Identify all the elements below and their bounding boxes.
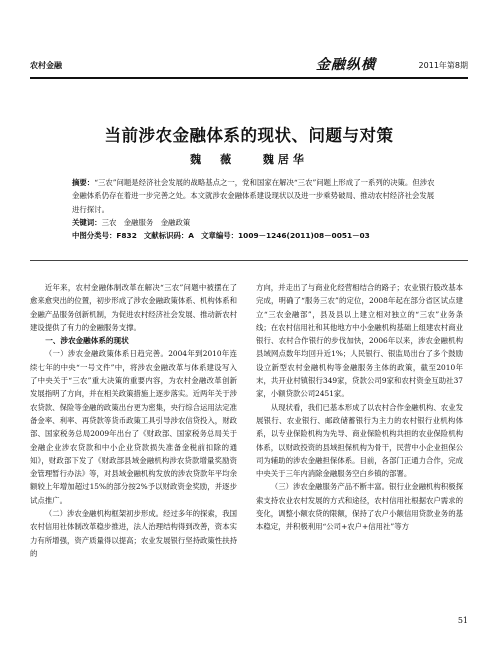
abstract-text: “三农”问题是经济社会发展的战略基点之一，党和国家在解决“三农”问题上形成了一系列的决策。但涉农金融体系仍存在着进一步完善之处。本文就涉农金融体系建设现状以及进一步乘势破局、推动农村经济社会发展进行探讨。 [72,178,435,214]
header-rule [30,77,468,79]
author-1: 魏 薇 [190,153,236,166]
journal-section-name: 农村金融 [30,61,62,70]
body-paragraph: 近年来，农村金融体制改革在解决“三农”问题中被摆在了愈来愈突出的位置，初步形成了涉农金融政策体系、机构体系和金融产品服务创新机制，为促进农村经济社会发展、推动新农村建设提供了有力的金融服务支撑。 [30,283,237,332]
article-no-value: 1009－1246(2011)08－0051－03 [238,231,370,241]
article-no-label: 文章编号： [201,231,239,241]
clc-label: 中图分类号： [72,231,117,241]
article-title: 当前涉农金融体系的现状、问题与对策 [104,126,394,145]
body-paragraph: （三）涉农金融服务产品不断丰富。银行业金融机构积极探索支持农业农村发展的方式和途径，农村信用社根据农户需求的变化，调整小额农贷的限额，保持了农户小额信用贷款业务的基本稳定，并积极利用“公司+农户+信用社”等方 [256,482,463,532]
doc-code-value: A [188,231,194,241]
doc-code-label: 文献标识码： [143,231,189,241]
abstract-paragraph [72,176,436,216]
page-number: 51 [457,616,468,625]
abstract-separator [30,260,468,261]
keywords-text: 三农 金融服务 金融政策 [101,217,191,227]
clc-value: F832 [116,231,137,241]
body-column-left [30,281,237,560]
journal-header [30,54,468,76]
issue-number: 2011年第8期 [418,61,468,70]
keywords-line [72,216,436,229]
keywords-label: 关键词： [72,217,102,227]
classification-line [72,229,436,242]
section-heading: 一、涉农金融体系的现状 [45,336,129,346]
body-paragraph: （一）涉农金融政策体系日趋完善。2004年到2010年连续七年的中央“一号文件”中，将涉农金融改革与体系建设写入了中央关于“三农”重大决策的重要内容，为农村金融改革创新发展指明了方向，并在相关政策措施上逐步落实。近两年关于涉农贷款、保险等金融的政策出台更为密集，央行综合运用法定准备金率、利率、再贷款等货币政策工具引导涉农信贷投入，财政部、国家税务总局2009年出台了《财政部、国家税务总局关于金融企业涉农贷款和中小企业贷款损失准备金税前扣除的通知》，财政部下发了《财政部县域金融机构涉农贷款增量奖励资金管理暂行办法》等，对县域金融机构发放的涉农贷款年平均余额较上年增加超过15%的部分按2%予以财政资金奖励，并逐步试点推广。 [30,349,237,505]
body-paragraph: 从现状看，我们已基本形成了以农村合作金融机构、农业发展银行、农业银行、邮政储蓄银行为主力的农村银行业机构体系，以专业保险机构为先导、商业保险机构共担的农业保险机构体系，以财政投资的县域担保机构为骨干，民营中小企业担保公司为辅助的涉农金融担保体系。目前，各部门正通力合作，完成中央关于三年内消除金融服务空白乡镇的部署。 [256,402,463,479]
author-2: 魏居华 [262,153,308,166]
body-paragraph: （二）涉农金融机构框架初步形成。经过多年的探索，我国农村信用社体制改革稳步推进，法人治理结构得到改善，资本实力有所增强，资产质量得以提高；农业发展银行坚持政策性扶持的 [30,509,237,558]
author-list [0,151,498,167]
abstract-label: 摘要： [72,178,95,187]
journal-column-logo: 金融纵横 [316,57,376,73]
body-column-right [256,281,463,534]
body-paragraph: 方向，并走出了与商业化经营相结合的路子；农业银行股改基本完成，明确了“服务三农”的定位，2008年起在部分省区试点建立“三农金融部”，县及县以上建立相对独立的“三农”业务条线；在农村信用社和其他地方中小金融机构基础上组建农村商业银行、农村合作银行的步伐加快，2006年以来，涉农金融机构县域网点数年均回升近1%；人民银行、银监局出台了多个鼓励设立新型农村金融机构等金融服务主体的政策，截至2010年末，共开业村镇银行349家，贷款公司9家和农村资金互助社37家，小额贷款公司2451家。 [256,283,463,399]
abstract-block [72,176,436,242]
